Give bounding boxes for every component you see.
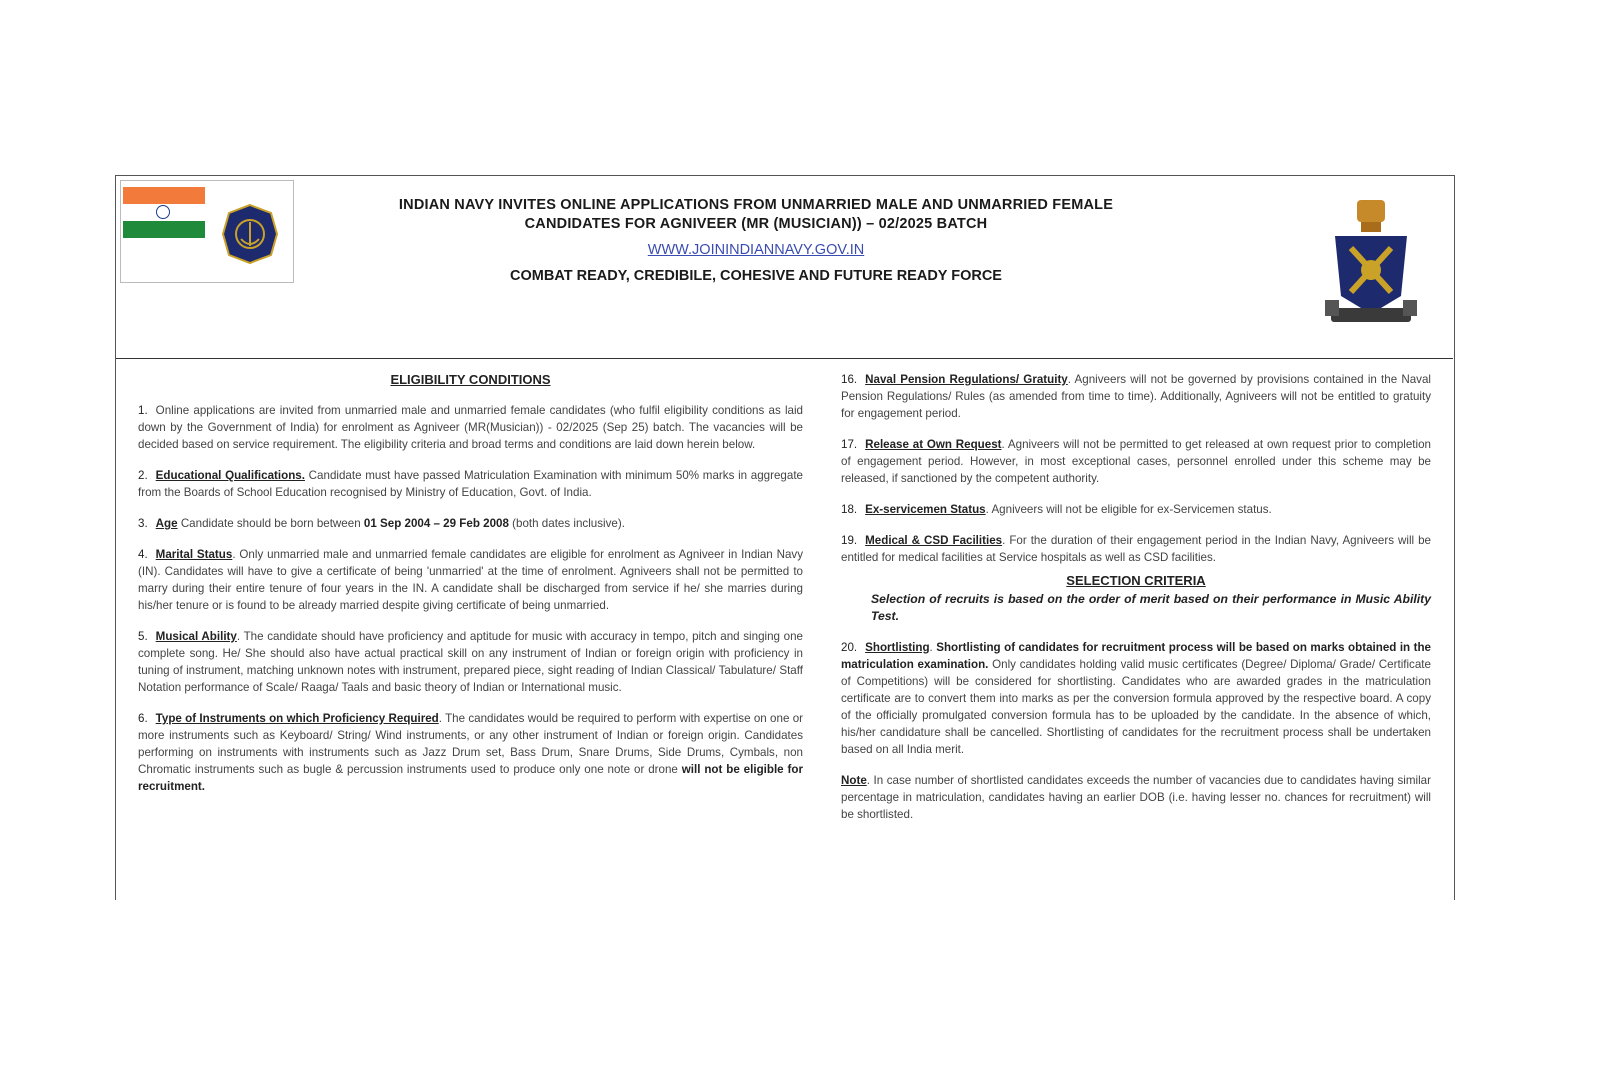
para-text: The candidate should have proficiency and aptitude for music with accuracy in tempo, pitch and singing one complete song. He/ She should also have actual practical skill on any instrument of Indian or foreign origin with proficiency in tuning of instrument, matching unknown notes with instrument, prepared piece, sight reading of Indian Classical/ Tabulature/ Staff Notation performance of Scale/ Raaga/ Taals and basic theory of Indian or International music. <box>138 630 804 694</box>
para-heading: Type of Instruments on which Proficiency Required <box>155 712 439 725</box>
para-number: 5. <box>138 630 148 643</box>
para-18: 18. Ex-servicemen Status. Agniveers will not be eligible for ex-Servicemen status. <box>841 503 1272 516</box>
para-text: Online applications are invited from unmarried male and unmarried female candidates (who fulfil eligibility conditions as laid down by the Government of India) for enrolment as Agniveer (MR(Musician)) - 02/2025 (Sep 25) batch. The vacancies will be decided based on service requirement. The eligibility criteria and broad terms and conditions are laid down herein below. <box>138 404 803 451</box>
selection-criteria-title: SELECTION CRITERIA <box>1066 573 1206 588</box>
right-column <box>841 371 1431 837</box>
para-text: Agniveers will not be eligible for ex-Servicemen status. <box>991 503 1272 516</box>
para-text: For the duration of their engagement period in the Indian Navy, Agniveers will be entitled for medical facilities at Service hospitals as well as CSD facilities. <box>841 534 1431 564</box>
para-number: 4. <box>138 548 148 561</box>
eligibility-para-2 <box>138 467 803 501</box>
para-17: 17. Release at Own Request. Agniveers will not be permitted to get released at own request prior to completion of engagement period. However, in most exceptional cases, personnel enrolled under this scheme may be released, if sanctioned by the competent authority. <box>841 438 1431 485</box>
note-para: Note. In case number of shortlisted candidates exceeds the number of vacancies due to candidates having similar percentage in matriculation, candidates having an earlier DOB (i.e. having lesser no. chances for recruitment) will be shortlisted. <box>841 774 1431 821</box>
para-text-tail: (both dates inclusive). <box>512 517 625 530</box>
eligibility-para-1 <box>138 402 803 453</box>
para-heading: Shortlisting <box>865 641 930 654</box>
selection-criteria-text: Selection of recruits is based on the order of merit based on their performance in Music Ability Test. <box>871 592 1431 623</box>
para-number: 20. <box>841 641 858 654</box>
para-heading: Release at Own Request <box>865 438 1002 451</box>
para-20: 20. Shortlisting. Shortlisting of candidates for recruitment process will be based on marks obtained in the matriculation examination. Only candidates holding valid music certificates (Degree/ Diploma/ Grade/ Certificate of Competitions) will be considered for shortlisting. Candidates who are awarded grades in the matriculation certificate are to convert them into marks as per the conversion formula approved by the respective board. A copy of the officially promulgated conversion formula has to be uploaded by the candidate. In the absence of which, his/her candidature shall be cancelled. Shortlisting of candidates for the recruitment process shall be undertaken based on all India merit. <box>841 641 1431 756</box>
eligibility-para-3 <box>138 515 803 532</box>
para-heading: Naval Pension Regulations/ Gratuity <box>865 373 1068 386</box>
para-text: Candidate must have passed Matriculation Examination with minimum 50% marks in aggregate from the Boards of School Education recognised by Ministry of Education, Govt. of India. <box>138 469 803 499</box>
eligibility-title: ELIGIBILITY CONDITIONS <box>390 372 551 387</box>
eligibility-para-5: 5. Musical Ability. The candidate should have proficiency and aptitude for music with accuracy in tempo, pitch and singing one complete song. He/ She should also have actual practical skill on any instrument of Indian or foreign origin with proficiency in tuning of instrument, matching unknown notes with instrument, prepared piece, sight reading of Indian Classical/ Tabulature/ Staff Notation performance of Scale/ Raaga/ Taals and basic theory of Indian or International music. <box>138 630 804 694</box>
title-line-1: INDIAN NAVY INVITES ONLINE APPLICATIONS FROM UNMARRIED MALE AND UNMARRIED FEMALE <box>398 197 1114 213</box>
title-line-2: CANDIDATES FOR AGNIVEER (MR (MUSICIAN)) – 02/2025 BATCH <box>524 216 988 232</box>
para-text: Candidate should be born between <box>180 517 361 530</box>
para-19: 19. Medical & CSD Facilities. For the duration of their engagement period in the Indian Navy, Agniveers will be entitled for medical facilities at Service hospitals as well as CSD facilities. <box>841 534 1431 564</box>
motto: COMBAT READY, CREDIBILE, COHESIVE AND FUTURE READY FORCE <box>510 268 1002 284</box>
header <box>116 176 1453 359</box>
para-number: 1. <box>138 404 148 417</box>
para-text: Only candidates holding valid music certificates (Degree/ Diploma/ Grade/ Certificate of Competitions) will be considered for shortlisting. Candidates who are awarded grades in the matriculation certificate are to convert them into marks as per the conversion formula approved by the respective board. A copy of the officially promulgated conversion formula has to be uploaded by the candidate. In the absence of which, his/her candidature shall be cancelled. Shortlisting of candidates for the recruitment process shall be undertaken based on all India merit. <box>841 658 1431 756</box>
logo-box <box>120 180 294 283</box>
eligibility-para-6: 6. Type of Instruments on which Proficiency Required. The candidates would be required to perform with expertise on one or more instruments such as Keyboard/ String/ Wind instruments, or any other instrument of Indian or foreign origin. Candidates performing on instruments with instruments such as Jazz Drum set, Bass Drum, Snare Drums, Side Drums, Cymbals, non Chromatic instruments such as bugle & percussion instruments used to produce only one note or drone will not be eligible for recruitment. <box>138 712 804 793</box>
para-heading: Medical & CSD Facilities <box>865 534 1003 547</box>
age-dates: 01 Sep 2004 – 29 Feb 2008 <box>363 517 509 530</box>
navy-crest-icon <box>221 203 279 265</box>
para-number: 16. <box>841 373 858 386</box>
para-bold-tail: will not be eligible for recruitment. <box>138 763 803 793</box>
para-text: Agniveers will not be permitted to get released at own request prior to completion of engagement period. However, in most exceptional cases, personnel enrolled under this scheme may be released, if sanctioned by the competent authority. <box>841 438 1431 485</box>
indian-flag-icon <box>123 187 205 239</box>
note-heading: Note <box>841 774 867 787</box>
para-number: 6. <box>138 712 148 725</box>
left-column <box>138 371 803 809</box>
para-heading: Educational Qualifications. <box>155 469 305 482</box>
para-heading: Age <box>155 517 178 530</box>
header-text <box>316 196 1196 284</box>
para-text: The candidates would be required to perform with expertise on one or more instruments such as Keyboard/ String/ Wind instruments, or any other instrument of Indian or foreign origin. Candidates performing on instruments with instruments such as Jazz Drum set, Bass Drum, Snare Drums, Side Drums, Cymbals, non Chromatic instruments such as bugle & percussion instruments used to produce only one note or drone <box>138 712 804 776</box>
eligibility-para-4: 4. Marital Status. Only unmarried male and unmarried female candidates are eligible for enrolment as Agniveer in Indian Navy (IN). Candidates will have to give a certificate of being 'unmarried' at the time of enrolment. Agniveers shall not be permitted to marry during their entire tenure of four years in the IN. A candidate shall be discharged from service if he/ she marries during his/her tenure or is found to be already married despite giving certificate of being unmarried. <box>138 548 803 612</box>
para-heading: Ex-servicemen Status <box>865 503 986 516</box>
navy-emblem-icon <box>1321 196 1421 331</box>
para-number: 17. <box>841 438 858 451</box>
para-heading: Marital Status <box>155 548 233 561</box>
para-16: 16. Naval Pension Regulations/ Gratuity. Agniveers will not be governed by provisions contained in the Naval Pension Regulations/ Rules (as amended from time to time). Additionally, Agniveers will not be entitled to gratuity for engagement period. <box>841 373 1431 420</box>
para-number: 18. <box>841 503 858 516</box>
para-number: 19. <box>841 534 858 547</box>
para-number: 3. <box>138 517 148 530</box>
website-link[interactable]: WWW.JOININDIANNAVY.GOV.IN <box>647 242 865 258</box>
para-heading: Musical Ability <box>155 630 237 643</box>
note-text: In case number of shortlisted candidates exceeds the number of vacancies due to candidates having similar percentage in matriculation, candidates having an earlier DOB (i.e. having lesser no. chances for recruitment) will be shortlisted. <box>841 774 1431 821</box>
para-text: Only unmarried male and unmarried female candidates are eligible for enrolment as Agniveer in Indian Navy (IN). Candidates will have to give a certificate of being 'unmarried' at the time of enrolment. Agniveers shall not be permitted to marry during their entire tenure of four years in the IN. A candidate shall be discharged from service if he/ she marries during his/her tenure or is found to be already married despite giving certificate of being unmarried. <box>138 548 803 612</box>
advertisement-document <box>115 175 1455 900</box>
para-number: 2. <box>138 469 148 482</box>
para-text: Agniveers will not be governed by provisions contained in the Naval Pension Regulations/ Rules (as amended from time to time). Additionally, Agniveers will not be entitled to gratuity for engagement period. <box>841 373 1431 420</box>
para-bold-text: Shortlisting of candidates for recruitment process will be based on marks obtained in the matriculation examination. <box>841 641 1431 671</box>
